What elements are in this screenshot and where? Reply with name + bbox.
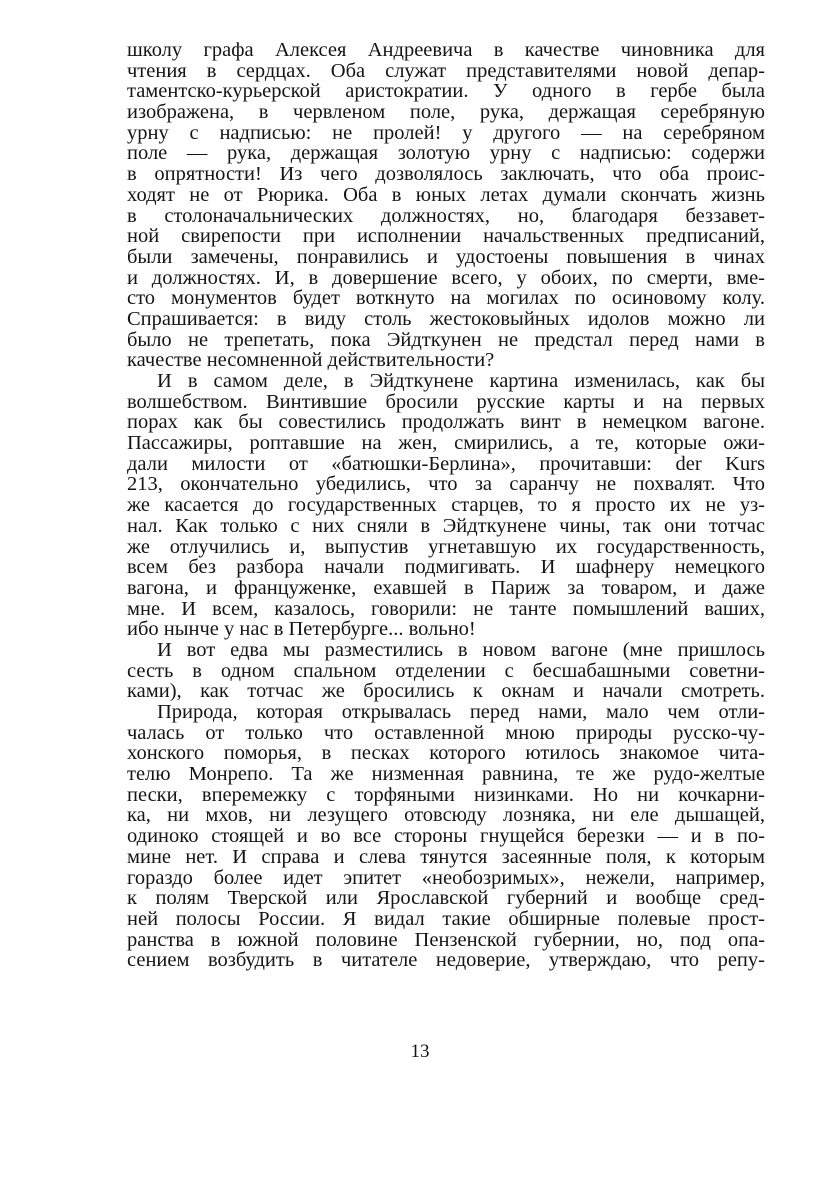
text-line: 213, окончательно убедились, что за саранчу не похвалят. Что [127, 473, 765, 496]
text-line: нал. Как только с них сняли в Эйдткунене чины, так они тотчас [127, 514, 765, 537]
text-line: и должностях. И, в довершение всего, у обоих, по смерти, вме- [127, 266, 765, 289]
paragraph-3 [127, 640, 765, 702]
text-line: вагона, и француженке, ехавшей в Париж за товаром, и даже [127, 576, 765, 599]
text-line: таментско-курьерской аристократии. У одного в гербе была [127, 80, 765, 103]
text-line: Пассажиры, роптавшие на жен, смирились, а те, которые ожи- [127, 432, 765, 455]
text-line: сением возбудить в читателе недоверие, утверждаю, что репу- [127, 949, 765, 972]
text-line: Природа, которая открывалась перед нами, мало чем отли- [157, 701, 765, 723]
text-line: ходят не от Рюрика. Оба в юных летах думали скончать жизнь [127, 183, 765, 206]
text-line: И вот едва мы разместились в новом вагоне (мне пришлось [157, 638, 765, 661]
text-line: хонского поморья, в песках которого ютилось знакомое чита- [127, 742, 765, 765]
text-line: было не трепетать, пока Эйдткунен не предстал перед нами в [127, 328, 765, 351]
text-line: чалась от только что оставленной мною природы русско-чу- [127, 721, 765, 744]
paragraph-2 [127, 371, 765, 640]
text-line: гораздо более идет эпитет «необозримых», нежели, например, [127, 866, 765, 889]
paragraph-4 [127, 702, 765, 971]
text-line: Спрашивается: в виду столь жестоковыйных идолов можно ли [127, 307, 765, 330]
text-line: ней полосы России. Я видал такие обширные полевые прост- [127, 907, 765, 930]
text-line: ка, ни мхов, ни лезущего отовсюду лозняка, ни еле дышащей, [127, 804, 765, 827]
text-line: же отлучились и, выпустив угнетавшую их государственность, [127, 535, 765, 558]
text-line: волшебством. Винтившие бросили русские карты и на первых [127, 390, 765, 413]
text-line: чтения в сердцах. Оба служат представителями новой депар- [127, 59, 765, 82]
text-line: всем без разбора начали подмигивать. И шафнеру немецкого [127, 556, 765, 579]
text-line: пески, вперемежку с торфяными низинками. Но ни кочкарни- [127, 783, 765, 806]
text-line: в опрятности! Из чего дозволялось заключать, что оба проис- [127, 163, 765, 186]
text-line: изображена, в червленом поле, рука, держащая серебряную [127, 101, 765, 124]
text-line: И в самом деле, в Эйдткунене картина изменилась, как бы [157, 370, 765, 392]
text-line: порах как бы совестились продолжать винт в немецком вагоне. [127, 411, 765, 434]
text-line: сесть в одном спальном отделении с бесшабашными советни- [127, 659, 765, 682]
text-line: одиноко стоящей и во все стороны гнущейся березки — и в по- [127, 825, 765, 848]
body-text [127, 40, 765, 971]
text-line: ранства в южной половине Пензенской губернии, но, под опа- [127, 928, 765, 951]
page-number: 13 [410, 1041, 430, 1062]
text-line: поле — рука, держащая золотую урну с надписью: содержи [127, 142, 765, 165]
text-line: к полям Тверской или Ярославской губерний и вообще сред- [127, 887, 765, 910]
text-line: ками), как тотчас же бросились к окнам и начали смотреть. [127, 680, 765, 703]
text-line: дали милости от «батюшки-Берлина», прочитавши: der Kurs [127, 452, 765, 475]
text-line: ибо нынче у нас в Петербурге... вольно! [127, 618, 476, 641]
text-line: урну с надписью: не пролей! у другого — на серебряном [127, 121, 765, 144]
text-line: сто монументов будет воткнуто на могилах по осиновому колу. [127, 287, 765, 310]
text-line: школу графа Алексея Андреевича в качестве чиновника для [127, 39, 765, 61]
paragraph-1 [127, 40, 765, 371]
text-line: мине нет. И справа и слева тянутся засеянные поля, к которым [127, 845, 765, 868]
text-line: же касается до государственных старцев, то я просто их не уз- [127, 494, 765, 517]
text-line: мне. И всем, казалось, говорили: не танте помышлений ваших, [127, 597, 765, 620]
text-line: в столоначальнических должностях, но, благодаря беззавет- [127, 204, 765, 227]
text-line: телю Монрепо. Та же низменная равнина, те же рудо-желтые [127, 763, 765, 786]
text-line: качестве несомненной действительности? [127, 349, 495, 372]
text-line: ной свирепости при исполнении начальственных предписаний, [127, 225, 765, 248]
text-line: были замечены, понравились и удостоены повышения в чинах [127, 245, 765, 268]
